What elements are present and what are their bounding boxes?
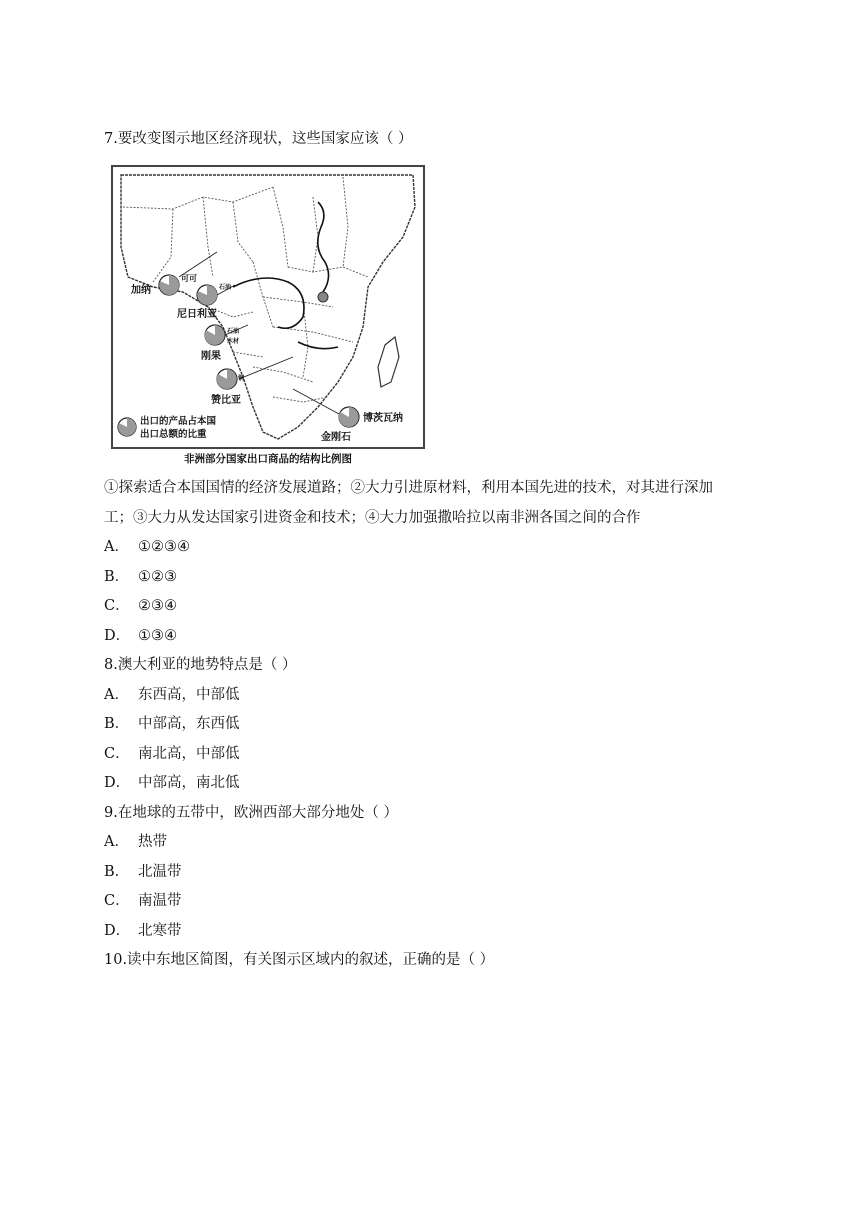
pie-congo bbox=[205, 325, 225, 345]
legend-text-2: 出口总额的比重 bbox=[140, 429, 207, 440]
label-zambia: 赞比亚 bbox=[211, 395, 241, 406]
pie-zambia bbox=[217, 369, 237, 389]
q7-option-d[interactable]: D． ①③④ bbox=[104, 628, 177, 644]
label-wood: 木材 bbox=[227, 338, 240, 345]
q8-option-a[interactable]: A． 东西高，中部低 bbox=[104, 687, 240, 703]
label-oil-congo: 石油 bbox=[227, 328, 240, 335]
q7-stem: 7.要改变图示地区经济现状，这些国家应该（ ） bbox=[104, 131, 413, 147]
madagascar-island bbox=[378, 337, 399, 387]
label-ghana: 加纳 bbox=[131, 285, 151, 296]
q8-option-b[interactable]: B． 中部高，东西低 bbox=[104, 716, 240, 732]
q8-option-c[interactable]: C． 南北高，中部低 bbox=[104, 746, 240, 762]
label-copper: 铜 bbox=[238, 375, 245, 382]
q7-option-c[interactable]: C． ②③④ bbox=[104, 598, 177, 614]
label-cocoa: 可可 bbox=[181, 274, 197, 283]
pie-ghana bbox=[159, 275, 179, 295]
rivers bbox=[233, 202, 338, 349]
q9-stem: 9.在地球的五带中，欧洲西部大部分地处（ ） bbox=[104, 805, 398, 821]
africa-export-map bbox=[111, 165, 425, 449]
q7-option-b[interactable]: B． ①②③ bbox=[104, 569, 177, 585]
q9-option-d[interactable]: D． 北寒带 bbox=[104, 923, 182, 939]
pie-legend bbox=[118, 418, 136, 436]
q9-option-a[interactable]: A． 热带 bbox=[104, 834, 167, 850]
label-congo: 刚果 bbox=[201, 351, 221, 362]
africa-map-figure bbox=[113, 167, 423, 447]
pie-nigeria bbox=[197, 285, 217, 305]
map-caption: 非洲部分国家出口商品的结构比例图 bbox=[184, 453, 352, 465]
label-nigeria: 尼日利亚 bbox=[177, 309, 217, 320]
q7-option-a[interactable]: A． ①②③④ bbox=[104, 539, 190, 555]
pie-botswana bbox=[339, 407, 359, 427]
label-diamond: 金刚石 bbox=[321, 432, 351, 443]
q10-stem: 10.读中东地区简图，有关图示区域内的叙述，正确的是（ ） bbox=[104, 952, 495, 968]
lake-marker bbox=[318, 292, 328, 302]
q7-statements-line2: 工；③大力从发达国家引进资金和技术；④大力加强撒哈拉以南非洲各国之间的合作 bbox=[104, 510, 641, 526]
q7-statements-line1: ①探索适合本国国情的经济发展道路；②大力引进原材料，利用本国先进的技术，对其进行深加 bbox=[104, 480, 713, 496]
leader-lines bbox=[179, 252, 339, 414]
label-oil-nigeria: 石油 bbox=[219, 284, 232, 291]
q9-option-b[interactable]: B． 北温带 bbox=[104, 864, 182, 880]
label-botswana: 博茨瓦纳 bbox=[363, 413, 403, 424]
legend-text-1: 出口的产品占本国 bbox=[140, 416, 217, 427]
q8-stem: 8.澳大利亚的地势特点是（ ） bbox=[104, 657, 297, 673]
q8-option-d[interactable]: D． 中部高，南北低 bbox=[104, 775, 240, 791]
continent-outline bbox=[121, 175, 415, 439]
q9-option-c[interactable]: C． 南温带 bbox=[104, 893, 182, 909]
